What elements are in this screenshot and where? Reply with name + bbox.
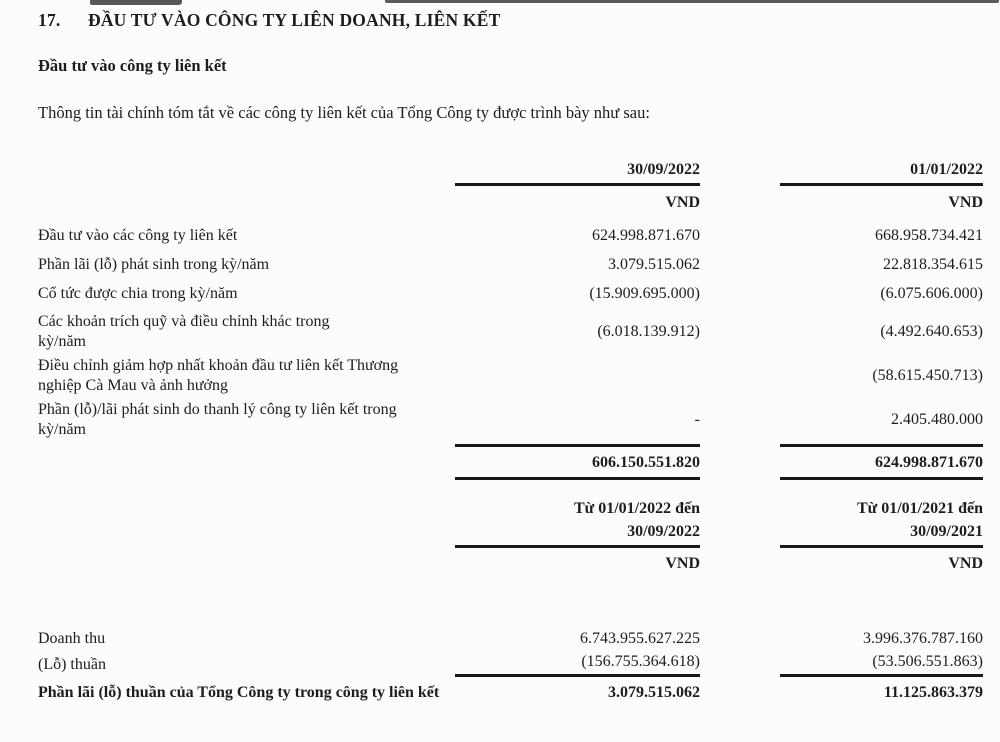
row-label: (Lỗ) thuần [38,655,106,673]
row-label: Phần (lỗ)/lãi phát sinh do thanh lý công ty liên kết trong kỳ/năm [38,401,397,438]
summary-value-col2: 11.125.863.379 [883,683,983,701]
row-value-col1: 3.079.515.062 [608,256,700,273]
table2-col2-header-line1: Từ 01/01/2021 đến [856,500,983,517]
row-value-col1: (6.018.139.912) [597,323,700,340]
row-value-col1: - [694,411,700,428]
section-heading [38,8,983,32]
table-row [38,283,983,304]
row-value-col2: (6.075.606.000) [880,285,983,302]
table1-total-col1: 606.150.551.820 [455,444,700,480]
row-label: Phần lãi (lỗ) phát sinh trong kỳ/năm [38,256,270,273]
row-label: Doanh thu [38,630,106,647]
table-row [38,312,983,352]
intro-paragraph: Thông tin tài chính tóm tắt về các công ty liên kết của Tổng Công ty được trình bày như sau: [38,103,650,122]
summary-value-col1: 3.079.515.062 [608,683,700,701]
row-value-col2: (4.492.640.653) [880,323,983,340]
row-value-col1: (15.909.695.000) [589,285,700,302]
table-row [38,356,983,396]
table2-summary-row [38,682,983,703]
scan-artifact [90,0,182,5]
table2-body [38,628,983,703]
table1-unit-row [38,193,983,213]
row-value-col2: 22.818.354.615 [883,256,983,273]
row-value-col1: 624.998.871.670 [592,227,700,244]
row-value-col2: (53.506.551.863) [780,651,983,677]
table1-header-row [38,160,983,186]
table2-col2-unit: VND [948,555,983,572]
table2-col1-header [455,497,700,548]
table1-total-row [38,444,983,480]
section-number: 17. [38,10,61,30]
table2-col2-header-line2: 30/09/2021 [910,523,983,540]
summary-label: Phần lãi (lỗ) thuần của Tổng Công ty trong công ty liên kết [38,684,440,701]
row-label: Cổ tức được chia trong kỳ/năm [38,285,238,302]
table2-col1-header-line2: 30/09/2022 [627,523,700,540]
scan-artifact [385,0,999,3]
subsection-title: Đầu tư vào công ty liên kết [38,56,227,75]
table-row [38,628,983,649]
row-label: Các khoản trích quỹ và điều chỉnh khác trong kỳ/năm [38,313,330,350]
table2-unit-row [38,554,983,574]
table2-col1-unit: VND [665,555,700,572]
table1-col2-unit: VND [948,194,983,211]
table-row [38,254,983,275]
row-value-col1: (156.755.364.618) [455,651,700,677]
table-row [38,400,983,440]
table2-col1-header-line1: Từ 01/01/2022 đến [573,500,700,517]
row-value-col1: 6.743.955.627.225 [580,630,700,647]
table1-col1-header: 30/09/2022 [455,160,700,186]
row-label: Điều chỉnh giảm hợp nhất khoản đầu tư liên kết Thương nghiệp Cà Mau và ảnh hưởng [38,357,399,394]
table-row [38,225,983,246]
section-title: ĐẦU TƯ VÀO CÔNG TY LIÊN DOANH, LIÊN KẾT [88,10,501,30]
table2-header-row [38,497,983,548]
table1-total-col2: 624.998.871.670 [780,444,983,480]
row-value-col2: (58.615.450.713) [872,367,983,384]
table2-col2-header [780,497,983,548]
row-label: Đầu tư vào các công ty liên kết [38,227,238,244]
row-value-col2: 2.405.480.000 [891,411,983,428]
table1-col1-unit: VND [665,194,700,211]
table1-col2-header: 01/01/2022 [780,160,983,186]
table-row [38,651,983,677]
table1-body [38,225,983,440]
row-value-col2: 668.958.734.421 [875,227,983,244]
row-value-col2: 3.996.376.787.160 [863,630,983,647]
